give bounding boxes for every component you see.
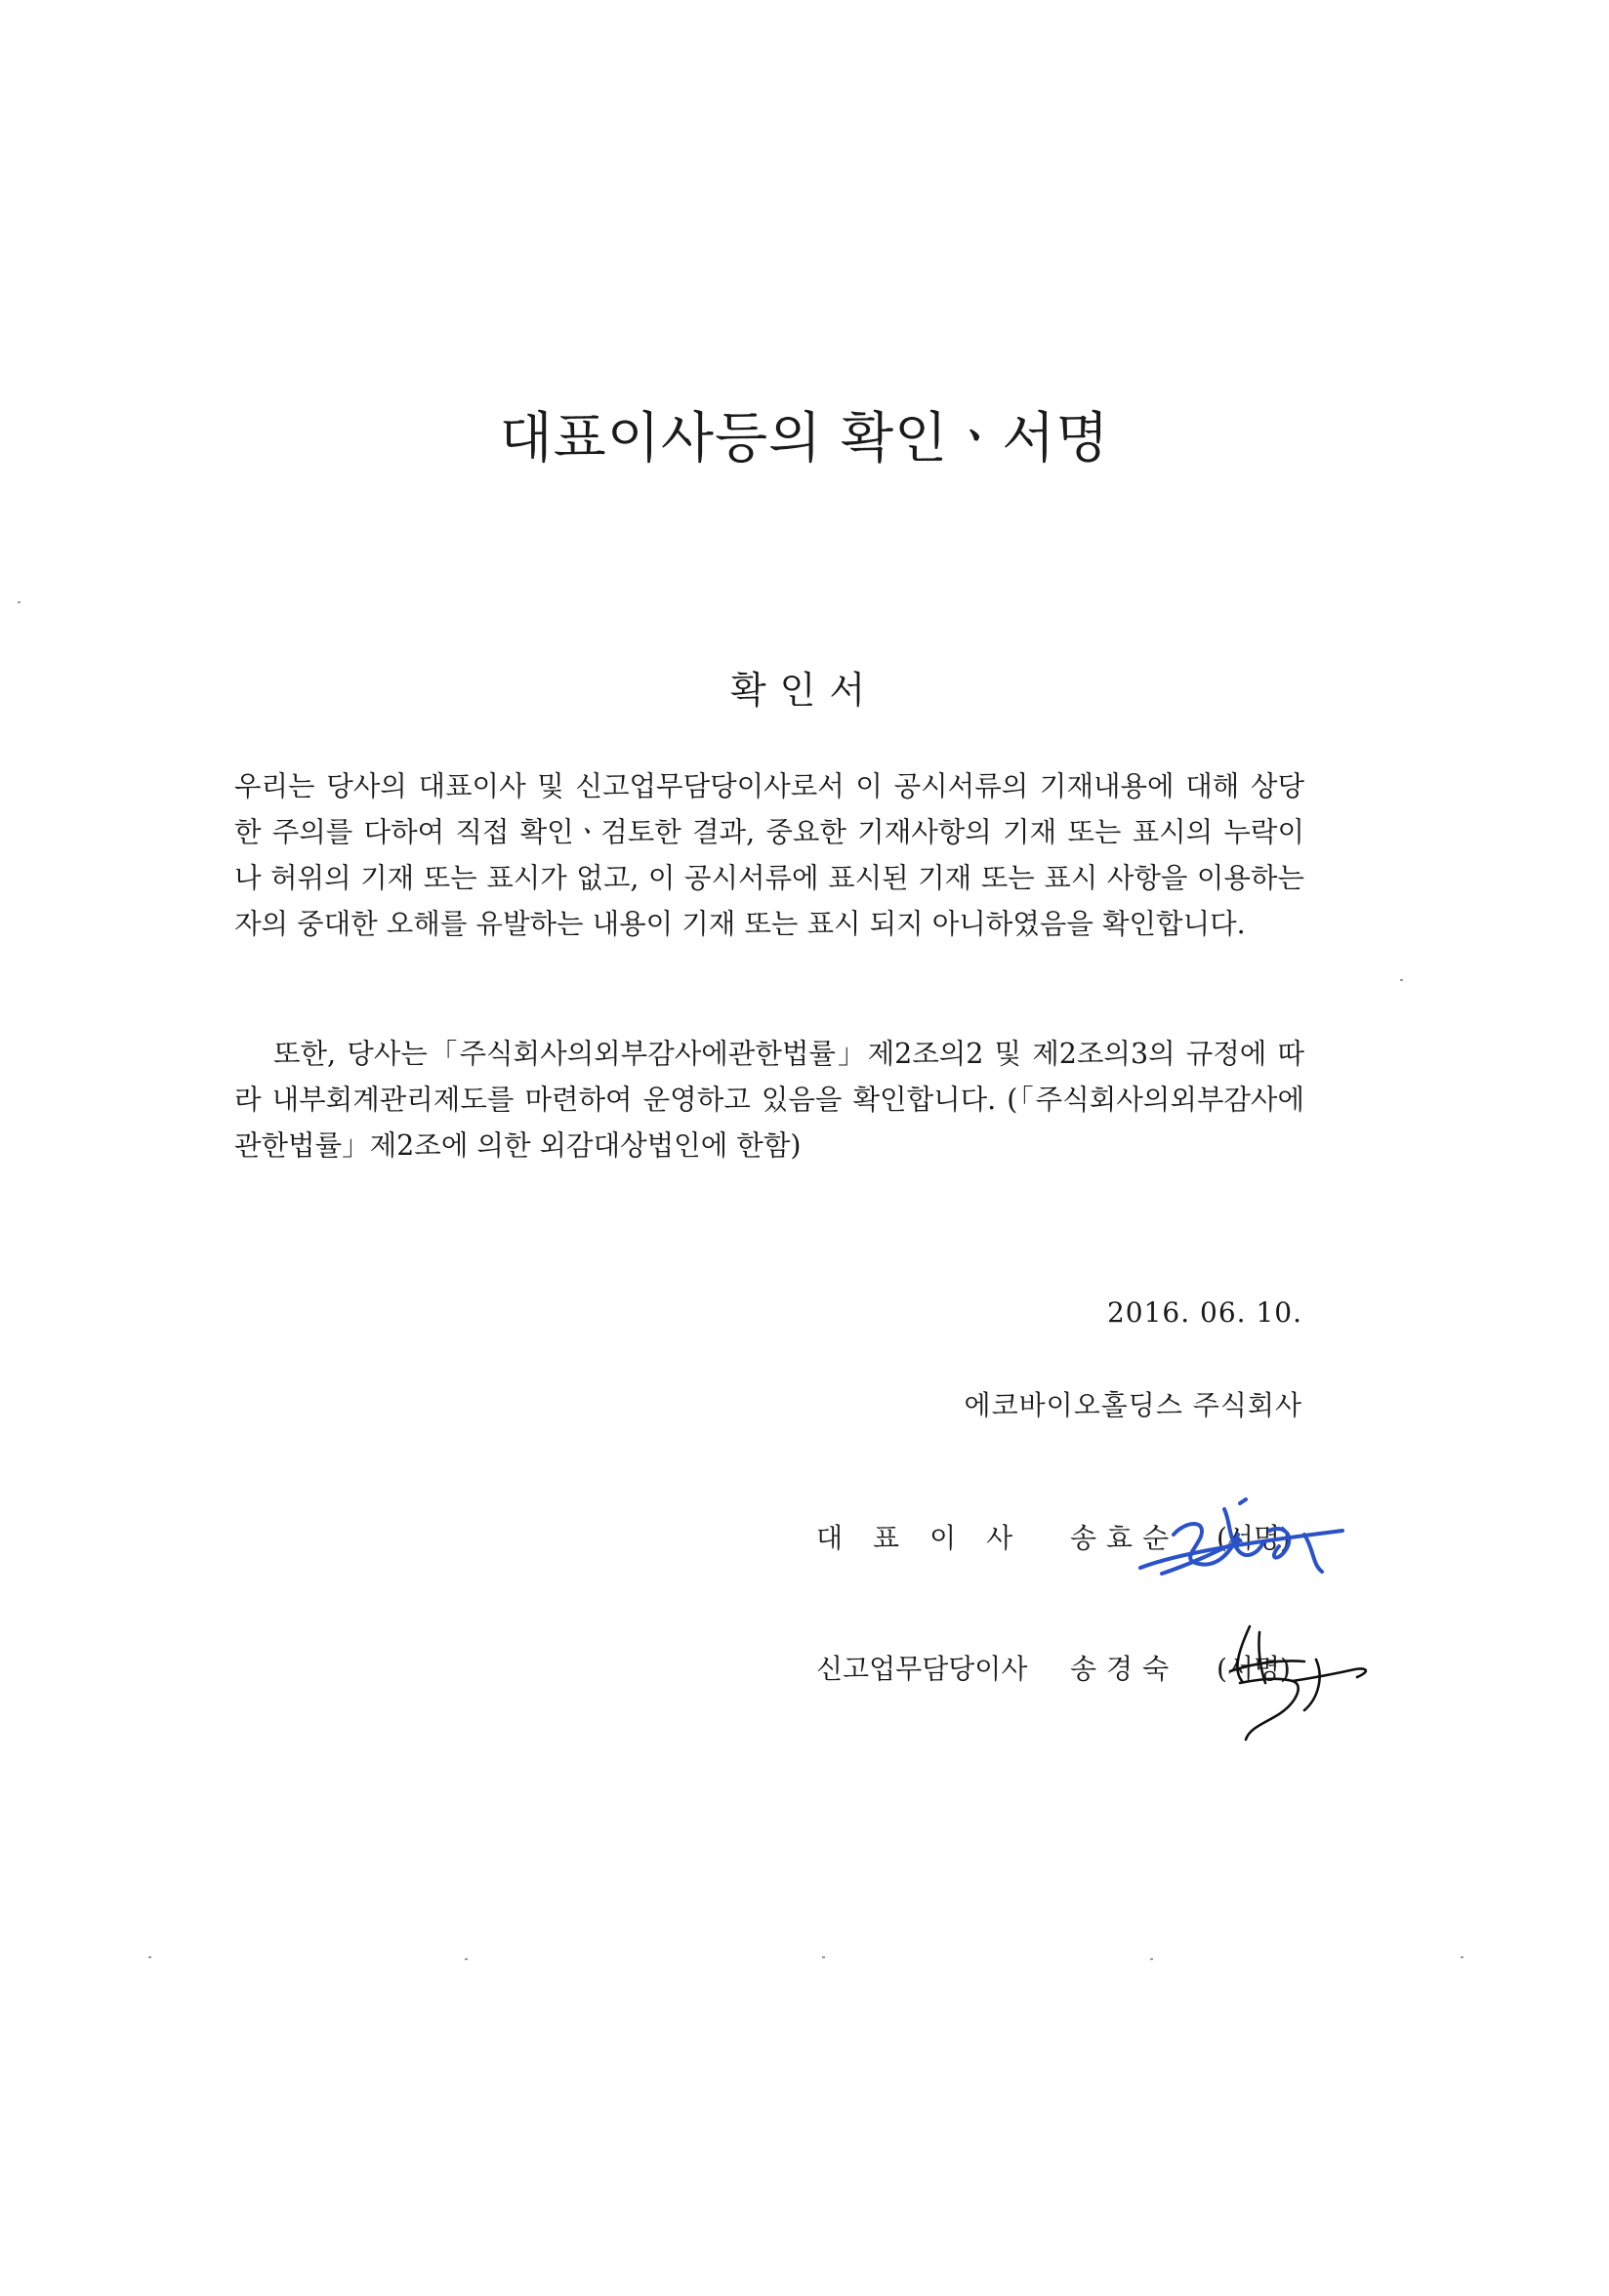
- internal-control-paragraph: 또한, 당사는「주식회사의외부감사에관한법률」제2조의2 및 제2조의3의 규정에 따라 내부회계관리제도를 마련하여 운영하고 있음을 확인합니다. (「주식회사의외부감사에 관한법률」제2조에 의한 외감대상법인에 한함): [234, 1038, 1304, 1162]
- disclosure-officer-signature-mark: (서명): [1217, 1653, 1291, 1685]
- scan-speck: [822, 1956, 825, 1958]
- scan-speck: [148, 1956, 151, 1958]
- ceo-name: 송효순: [1070, 1522, 1179, 1554]
- document-date: 2016. 06. 10.: [1106, 1296, 1302, 1329]
- scan-speck: [1150, 1958, 1153, 1960]
- confirmation-paragraph: 우리는 당사의 대표이사 및 신고업무담당이사로서 이 공시서류의 기재내용에 대해 상당한 주의를 다하여 직접 확인ㆍ검토한 결과, 중요한 기재사항의 기재 또는 표시의 누락이나 허위의 기재 또는 표시가 없고, 이 공시서류에 표시된 기재 또는 표시 사항을 이용하는 자의 중대한 오해를 유발하는 내용이 기재 또는 표시 되지 아니하였음을 확인합니다.: [234, 770, 1304, 940]
- disclosure-officer-name: 송경숙: [1070, 1653, 1179, 1685]
- scan-speck: [1461, 1956, 1464, 1958]
- disclosure-officer-role-label: 신고업무담당이사: [816, 1653, 1028, 1685]
- ceo-role-label: 대표이사: [816, 1522, 1044, 1554]
- ceo-signature-mark: (서명): [1217, 1522, 1291, 1554]
- page-title: 대표이사등의 확인ㆍ서명: [499, 407, 1110, 471]
- scan-speck: [1400, 979, 1403, 981]
- scan-speck: [18, 601, 21, 603]
- section-title: 확인서: [729, 669, 880, 712]
- company-name: 에코바이오홀딩스 주식회사: [964, 1389, 1302, 1421]
- scan-speck: [465, 1958, 468, 1960]
